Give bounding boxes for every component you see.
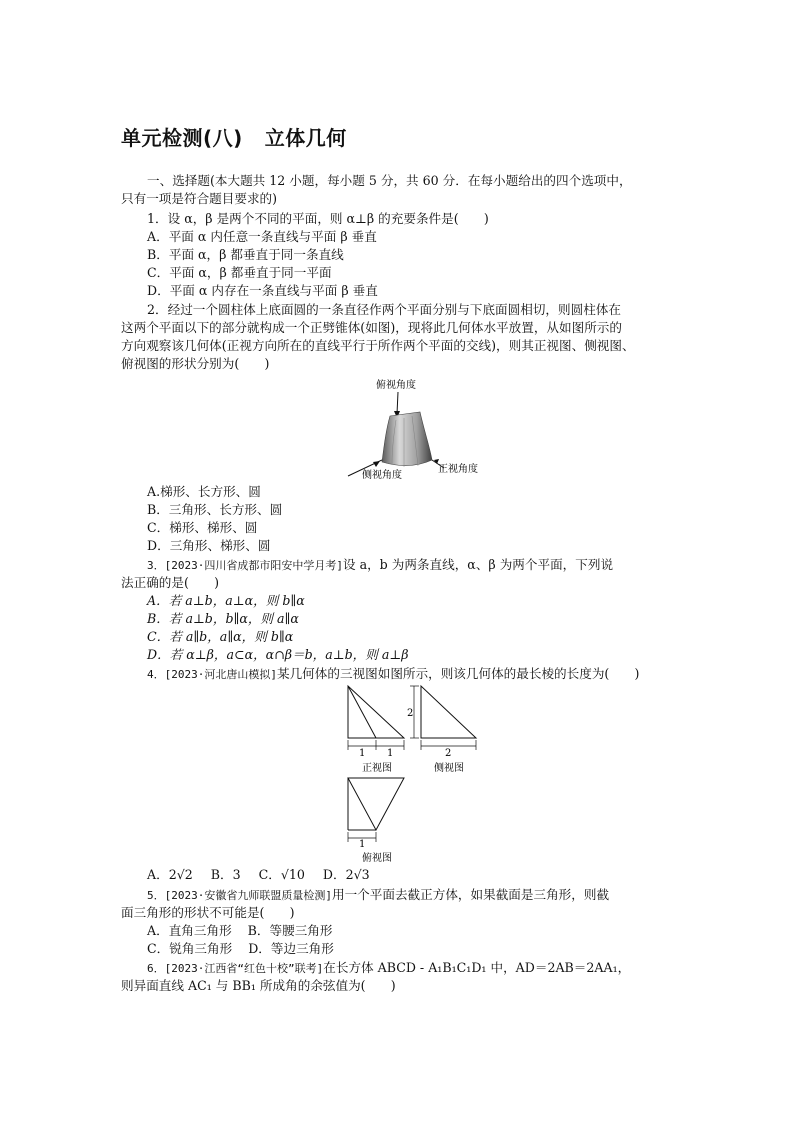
q4-dim-front-right: 1 [387, 748, 394, 759]
q1-option-c: C．平面 α，β 都垂直于同一平面 [147, 265, 332, 280]
q2-line1: 2．经过一个圆柱体上底面圆的一条直径作两个平面分别与下底面圆相切，则圆柱体在 [147, 302, 621, 317]
q4-stem: 某几何体的三视图如图所示，则该几何体的最长棱的长度为( ) [276, 666, 640, 681]
q2-option-c: C．梯形、梯形、圆 [147, 520, 258, 535]
q5-stem: 用一个平面去截正方体，如果截面是三角形，则截 [331, 887, 610, 902]
q5-options-row1 [147, 922, 333, 940]
q4-dim-side-height: 2 [407, 708, 414, 719]
q2-option-a: A.梯形、长方形、圆 [147, 484, 261, 499]
q2-line2: 这两个平面以下的部分就构成一个正劈锥体(如图)，现将此几何体水平放置，从如图所示的 [121, 320, 622, 335]
q1-option-d: D．平面 α 内存在一条直线与平面 β 垂直 [147, 283, 378, 298]
q3-line1 [147, 556, 613, 575]
page-title [121, 122, 347, 151]
q6-source: 6．[2023·江西省“红色十校”联考] [147, 962, 324, 975]
q5-source: 5．[2023·安徽省九师联盟质量检测] [147, 889, 332, 902]
section-heading-line1: 一、选择题(本大题共 12 小题，每小题 5 分，共 60 分．在每小题给出的四个选项中， [147, 173, 632, 188]
q4-three-views-figure [330, 680, 480, 865]
section-heading-line2: 只有一项是符合题目要求的) [121, 191, 278, 206]
title-topic: 立体几何 [264, 126, 347, 150]
q4-option-c: C．√10 [258, 867, 305, 882]
q2-label-top-view: 俯视角度 [376, 380, 416, 391]
q6-line2: 则异面直线 AC₁ 与 BB₁ 所成角的余弦值为( ) [121, 978, 396, 993]
q5-options-row2 [147, 940, 334, 958]
q2-option-d: D．三角形、梯形、圆 [147, 538, 271, 553]
q4-option-d: D．2√3 [322, 867, 370, 882]
q2-arrow-top [397, 392, 398, 414]
q6-line1 [147, 959, 630, 978]
q6-stem: 在长方体 ABCD - A₁B₁C₁D₁ 中，AD＝2AB＝2AA₁， [323, 960, 631, 975]
q3-option-c: C．若 a∥b，a∥α，则 b∥α [147, 629, 294, 644]
q4-dim-front-left: 1 [359, 748, 366, 759]
q4-top-view [348, 778, 404, 830]
q2-wedge-shape [382, 412, 432, 466]
q4-top-label: 俯视图 [362, 853, 392, 864]
q2-line4: 俯视图的形状分别为( ) [121, 356, 270, 371]
q5-option-a: A．直角三角形 [147, 923, 232, 938]
q3-line2: 法正确的是( ) [121, 575, 219, 590]
q3-option-a: A．若 a⊥b，a⊥α，则 b∥α [147, 593, 305, 608]
q5-option-b: B．等腰三角形 [247, 923, 333, 938]
title-unit: 单元检测(八) [121, 126, 243, 150]
q2-line3: 方向观察该几何体(正视方向所在的直线平行于所作两个平面的交线)，则其正视图、侧视图、 [121, 338, 635, 353]
q2-figure-wedge [340, 372, 500, 484]
q4-options [147, 866, 370, 884]
q5-option-d: D．等边三角形 [248, 941, 334, 956]
q3-source: 3．[2023·四川省成都市阳安中学月考] [147, 559, 343, 572]
q3-option-d: D．若 α⊥β，a⊂α，α∩β＝b，a⊥b，则 a⊥β [147, 647, 409, 662]
q3-stem: 设 a，b 为两条直线，α、β 为两个平面，下列说 [342, 557, 614, 572]
q4-dim-side-width: 2 [445, 748, 452, 759]
q2-label-front-view: 正视角度 [438, 464, 478, 475]
q4-option-b: B．3 [210, 867, 241, 882]
q4-option-a: A．2√2 [147, 867, 193, 882]
q5-line2: 面三角形的形状不可能是( ) [121, 905, 295, 920]
q4-front-view [348, 686, 404, 738]
q3-option-b: B．若 a⊥b，b∥α，则 a∥α [147, 611, 299, 626]
q5-line1 [147, 886, 609, 905]
q1-option-b: B．平面 α，β 都垂直于同一条直线 [147, 247, 344, 262]
q1-option-a: A．平面 α 内任意一条直线与平面 β 垂直 [147, 229, 377, 244]
q2-option-b: B．三角形、长方形、圆 [147, 502, 283, 517]
q4-side-label: 侧视图 [434, 763, 464, 774]
q5-option-c: C．锐角三角形 [147, 941, 233, 956]
q4-front-label: 正视图 [362, 763, 392, 774]
q2-label-side-view: 侧视角度 [362, 470, 402, 481]
q4-source: 4．[2023·河北唐山模拟] [147, 668, 277, 681]
q1-stem: 1．设 α，β 是两个不同的平面，则 α⊥β 的充要条件是( ) [147, 211, 489, 226]
q4-dim-top: 1 [359, 839, 366, 850]
q4-side-view [421, 686, 476, 738]
